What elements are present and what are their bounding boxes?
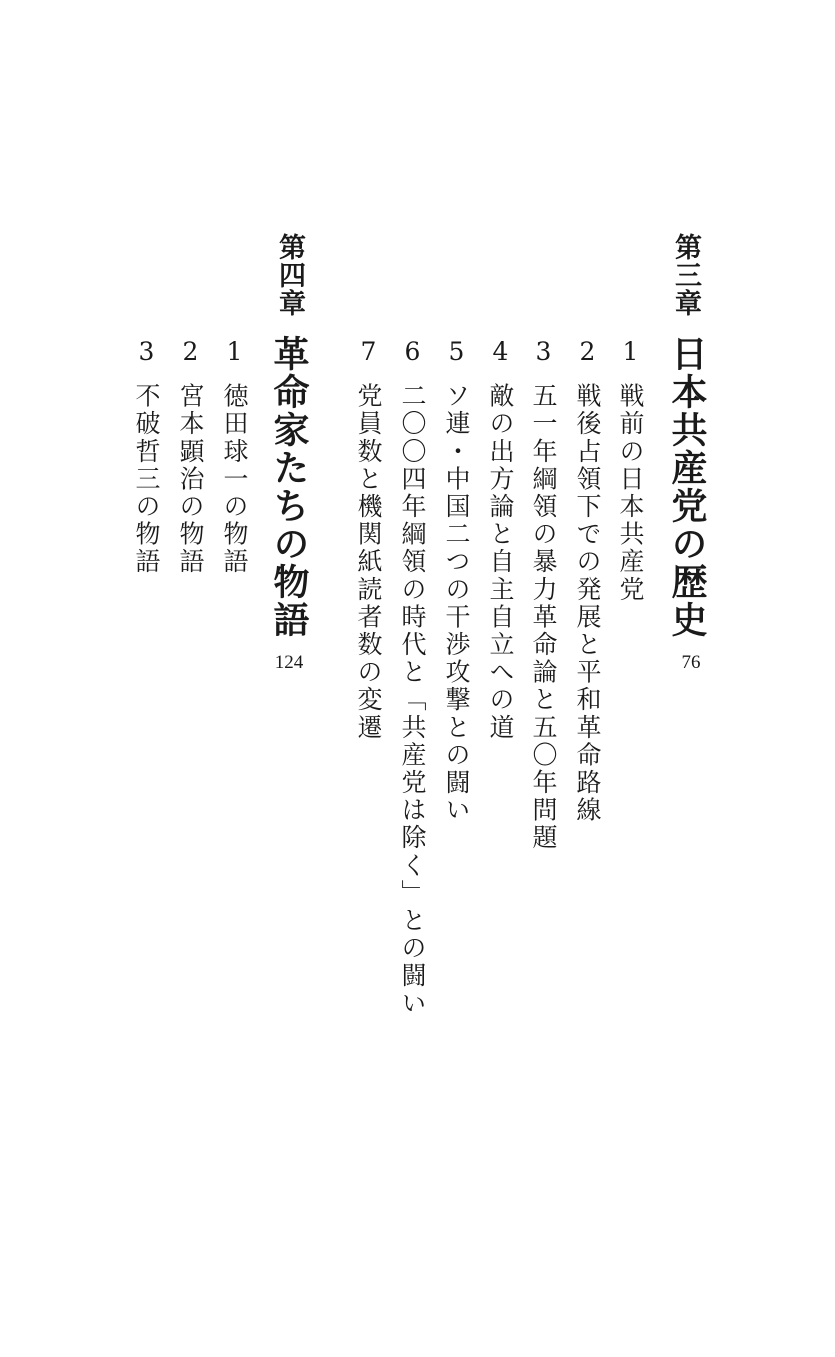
section-title: 二〇〇四年綱領の時代と「共産党は除く」との闘い (398, 382, 427, 1018)
chapter-4-section-3 (134, 337, 159, 576)
section-title: 宮本顕治の物語 (176, 382, 205, 576)
chapter-3-title: 日本共産党の歴史 (666, 335, 707, 639)
section-title: 徳田球一の物語 (220, 382, 249, 576)
section-title: 戦前の日本共産党 (616, 382, 645, 604)
chapter-3-label: 第三章 (670, 233, 701, 317)
chapter-3-section-3 (531, 337, 556, 852)
section-number: 3 (529, 337, 558, 369)
section-title: ソ連・中国二つの干渉攻撃との闘い (442, 382, 471, 825)
section-title: 不破哲三の物語 (132, 382, 161, 576)
section-title: 五一年綱領の暴力革命論と五〇年問題 (529, 382, 558, 852)
chapter-4-title: 革命家たちの物語 (268, 335, 309, 639)
section-number: 5 (442, 337, 471, 369)
chapter-3-section-7 (356, 337, 381, 741)
section-number: 3 (132, 337, 161, 369)
chapter-3-section-1 (618, 337, 643, 603)
chapter-3-section-4 (488, 337, 513, 741)
chapter-3-section-6 (400, 337, 425, 1017)
section-number: 2 (573, 337, 602, 369)
section-number: 1 (616, 337, 645, 369)
chapter-3-section-5 (444, 337, 469, 824)
chapter-4-page-number: 124 (274, 652, 304, 673)
chapter-3-page-number: 76 (681, 652, 701, 673)
chapter-3-section-2 (575, 337, 600, 824)
chapter-4-section-2 (178, 337, 203, 576)
section-title: 敵の出方論と自主自立への道 (486, 382, 515, 742)
section-number: 4 (486, 337, 515, 369)
chapter-4-label: 第四章 (274, 233, 305, 317)
section-number: 1 (220, 337, 249, 369)
section-number: 2 (176, 337, 205, 369)
section-number: 6 (398, 337, 427, 369)
section-title: 戦後占領下での発展と平和革命路線 (573, 382, 602, 825)
section-title: 党員数と機関紙読者数の変遷 (354, 382, 383, 742)
chapter-4-section-1 (222, 337, 247, 576)
section-number: 7 (354, 337, 383, 369)
